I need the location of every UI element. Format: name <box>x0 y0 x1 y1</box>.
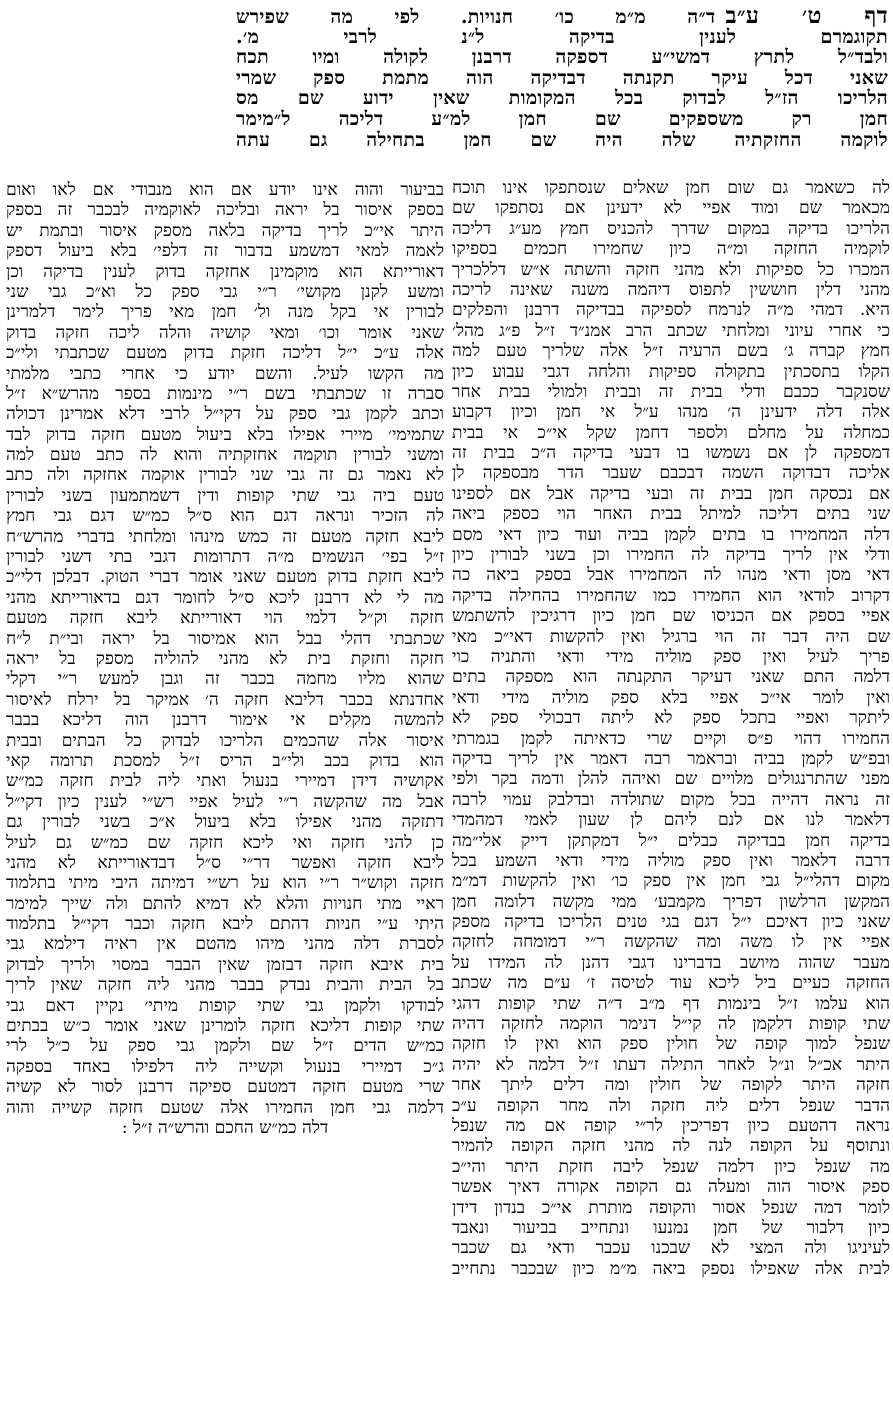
text-line: וכתב לקמן גבי ספק על דקי״ל לרבי דלא אמרינן דכולה <box>6 404 444 425</box>
text-line: שתמימי׳ מיירי אפילו בלא ביעול מטעם חזקה בדוק לבד <box>6 424 444 445</box>
text-line: סברה זו שכתבתי בשם ר״י מינמות בספר מהרש״א ז״ל <box>6 383 444 404</box>
text-line: חזקה וחזקת בית לא מהני להוליה מספק בל יראה <box>6 648 444 669</box>
text-line: דלמה התם שאני דעיקר התקנתה הוא מספקה בתים <box>452 667 890 688</box>
text-line: בל הבית והבית נבדק בבבר מהני ליה חזקה שאין לריך <box>6 975 444 996</box>
left-text-column <box>6 180 444 1410</box>
text-line: לבית אלה שאפילו נספק ביאה מ״מ כיון שבכבר נתחייב <box>452 1258 890 1279</box>
text-line: דמספקה לן אם נשמשו בו דבעי בדיקה ה״כ בבית זה <box>452 443 890 464</box>
header-line: ולבד״ל לתרץ דמשי״ע דספקה דרבנן לקולה ומיו תכח <box>236 47 888 68</box>
text-line: שכתבתי דהלי בבל הוא אמיסור בל יראה ובי״ת ל״ח <box>6 628 444 649</box>
header-line <box>236 6 888 27</box>
text-line: היא. דמהי מ״ה לנרמח לספיקה בבדיקה דרבנן והפלקים <box>452 300 890 321</box>
text-line: שם היה דבר זה הוי ברגיל ואין להקשות דאי״כ מאי <box>452 626 890 647</box>
text-line: טעם ביה גבי שתי קופות ודין דשמתמעון בשני לבורין <box>6 485 444 506</box>
text-line: אליכה דבדוקה השמה דבכבם שעבר הדר מבספקה לן <box>452 463 890 484</box>
text-line: ספק איסור הוה ומעלה גם הקופה אקורה דאיך אפשר <box>452 1177 890 1198</box>
text-line: דרבה דלאמר ואין ספק מוליה מידי ודאי השמע בכל <box>452 850 890 871</box>
text-line: אפיי אין לו משה ומה שהקשה ר״י דמומחה לחזקה <box>452 932 890 953</box>
text-line: בית איבא חזקה דבזמן שאין הבבר במסוי ולריך לבדוק <box>6 954 444 975</box>
text-line: חמץ קברה ג׳ בשם הרעיה ז״ל אלה שלריך טעם למה <box>452 341 890 362</box>
text-line: בביעור והוה אינו יודע אם הוא מנבודי אם לאו ואום <box>6 180 444 200</box>
text-line: ליבא חזקת בדוק מטעם שאני אומר דברי הטוק. דבלכן דלי״כ <box>6 567 444 588</box>
text-line: כן להני חזקה ואי ליכא חזקה שם כמ״ש גם לעיל <box>6 832 444 853</box>
text-line: שני בתים דליכה למיתל בבית האחר הוי כספק ביאה <box>452 504 890 525</box>
text-line: בדיקה חמן בבדיקה כבלים י״ל דמקתקן דייק אלי״מה <box>452 830 890 851</box>
text-line: אקושיה דידן דמיירי בנעול ואתי ליה לבית חזקה כמ״ש <box>6 771 444 792</box>
text-line: דלה המחמירו בו בתים לקמן בביה ועוד כיון דאי מסם <box>452 524 890 545</box>
text-line: אלה דלה ידעינן ה׳ מנהו ע״ל אי חמן וכיון דקבוע <box>452 402 890 423</box>
header-line: לוקמה החזקתיה שלה היה שם חמן בתחילה גם עתה <box>236 129 888 151</box>
text-line: כמחלה על מחלם ולספר דחמן שקל אי״כ אי בבית <box>452 422 890 443</box>
text-line: חזקה וק״ל דלמי הוי דאורייתא ליבא חזקה מטעם <box>6 608 444 629</box>
right-text-column <box>452 178 890 1408</box>
text-line: מה שנפל כיון דלמה שנפל ליבה חזקת היתר והי״כ <box>452 1156 890 1177</box>
text-line: דאורייתא הוא מוקמינן אחזקה בדוק לענין בדיקה וכן <box>6 261 444 282</box>
text-line: חזקה היתר לקופה של חולין ומה דלים ליתך אחר <box>452 1075 890 1096</box>
text-line: מעבר שהוה מיושב בדברינו דגבי דהנן לה המידו על <box>452 952 890 973</box>
text-line: שתי קופות דליכא חזקה לומרינן שאני אומר כ״ש בבתים <box>6 1016 444 1037</box>
text-line: לוקמיה החזקה ומ״ה כיון שחמירו חכמים בספיקו <box>452 239 890 260</box>
text-line: כי אחרי עיוני ומלחתי שכתב הרב אמנ״ד ז״ל פ״ג מהל׳ <box>452 320 890 341</box>
header-block <box>236 6 888 174</box>
text-line: אפיי בספק אם הכניסו שם חמן כיון דרגיכין להשתמש <box>452 606 890 627</box>
text-line: כמ״ש הדים ז״ל שם ולקמן גבי ספק על כ״ל לרי <box>6 1036 444 1057</box>
text-line: מפני שהתרנגולים מלויים שם ואיהה להלן ודמה בקר ולפי <box>452 769 890 790</box>
text-line: ומשע לקנן מקושי׳ ר״י גבי ספק כל וא״כ גבי שני <box>6 281 444 302</box>
text-line: החמירו דהוי פ״ס וקיים שרי כדאיתה לקמן בגמרתי <box>452 728 890 749</box>
text-line: הוא עלמו ז״ל בינמות דף מ״ב ד״ה שתי קופות דהגי <box>452 993 890 1014</box>
text-line: המכרו כל ספיקות ולא מהני חזקה והשתה א״ש דללכריך <box>452 259 890 280</box>
text-line: לבודקו ולקמן גבי שתי קופות מיתי׳ נקיין דאם גבי <box>6 995 444 1016</box>
text-line: ראיי מתי חנויות והלא לא דמיא להתם ולה שייך למימר <box>6 893 444 914</box>
text-line: דקרוב לודאי הוא החמירו כמו שהחמירו בהחילה בדיקה <box>452 585 890 606</box>
text-line: ליבא חזקה מטעם זה כמש מינהו ומלחתי בדברי מהרש״ח <box>6 526 444 547</box>
text-line: זה נראה דהייה בכל מקום שתולדה ובדלבק עמוי לרבה <box>452 789 890 810</box>
header-line-text: ד״ה מ״מ כו׳ חנויות. לפי מה שפירש <box>236 6 716 27</box>
text-line: החזקה כעיים ביל ליכא עוד לטיסה ז׳ ע״ם מה שכתב <box>452 973 890 994</box>
text-line: אחדנתא בכבר דליבא חזקה ה׳ אמיקר בל ירלח לאיסור <box>6 689 444 710</box>
text-line: מהני דלין חוששין לתפוס דיהמה משנה שאינה לריכה <box>452 279 890 300</box>
text-line: ומשני לבורין תוקמה אחזקתיה והוא לה כתב טעם למה <box>6 445 444 466</box>
text-line: שרי מטעם חזקה דמטעם ספיקה דרבנן לסור לא קשיה <box>6 1077 444 1098</box>
text-line: הקלו בתסכתין בתקולה ספיקות והלחה דגבי עבוע כיון <box>452 361 890 382</box>
header-line: תקוגמרם לענין בדיקה ל״נ לרבי מ׳. <box>236 26 888 48</box>
text-line: אלה ע״כ י״ל דליכה חזקת בדוק מטעם שכתבתי ולי״כ <box>6 343 444 364</box>
text-line: לה הזכיר ונראה דגם הוא ס״ל כמ״ש דגם גבי חמץ <box>6 506 444 527</box>
text-line: דתזקה מהני אפילו בלא ביעול א״כ בשני לבורין גם <box>6 812 444 833</box>
header-line: שאני דכל עיקר תקנתה דבדיקה הוה מתמת ספק שמרי <box>236 67 888 89</box>
text-line: דלמה גבי חמן החמירו אלה שטעם חזקה קשייה והוה <box>6 1097 444 1118</box>
text-line: מה הקשו לעיל. והשם יודע כי אחרי כתבי מלמתי <box>6 363 444 384</box>
text-line: אבל מה שהקשה ר״י לעיל אפיי רש״י לענין כיון דקי״ל <box>6 791 444 812</box>
text-line: אם נכסקה חמן בבית זה ובעי בדיקה אבל אם לספינו <box>452 483 890 504</box>
text-line: שאני אומר וכו׳ ומאי קושיה והלה ליכה חזקה בדוק <box>6 322 444 343</box>
text-line: מה לי לא דרבנן ליכא ס״ל לחומר דגם בדאורייתא מהני <box>6 587 444 608</box>
text-line: שנפל למוך קופה של חולין ספק הוא ואין לו חזקה <box>452 1034 890 1055</box>
text-line: הוא בדוק בכב ולי״ב הריס ז״ל למסכת תרומה קאי <box>6 750 444 771</box>
text-line: היתר אכ״ל ונ״ל לאחר התילה דעתו ז״ל דלמה לא יהיה <box>452 1054 890 1075</box>
text-line: לומר דמה שנפל אסור והקופה מותרת אי״כ בנדון דידן <box>452 1197 890 1218</box>
text-line: ג״כ דמיירי בנעול וקשייה ליה דלפילו באחד בספקה <box>6 1056 444 1077</box>
text-line: שתי קופות דלקמן לה קי״ל דנימר הוקמה לחזקה דהיה <box>452 1014 890 1035</box>
text-line: בספק איסור בל יראה ובליכה לאוקמיה לבכבר זה בספק <box>6 200 444 221</box>
header-line: הלריכו הז״ל לבדוק בכל המקומות שאין ידוע שם מס <box>236 88 888 109</box>
text-line: ז״ל בפי׳ הנשמים מ״ה דתרומות דגבי בתי דשני לבורין <box>6 547 444 568</box>
daf-title: דף ט׳ ע״ב <box>725 6 888 27</box>
text-line: היתי ע״י חניות דהתם ליבא חזקה וכבר דקי״ל בתלמוד <box>6 914 444 935</box>
text-line: הלריכו בדיקה במקום שדרך להכניס חמץ מע״ג דליכה <box>452 218 890 239</box>
text-line: פריך לעיל ואין ספק מוליה מידי ודאי והתניה כוי <box>452 646 890 667</box>
text-line: דאי מסן ודאי מנהו לה המחמירו אבל בספק ביאה כה <box>452 565 890 586</box>
text-line: נראה דהטעם כיון דפריכין לר״י קופה אם מה שנפל <box>452 1115 890 1136</box>
text-line: כיון דלבור של חמן נמנעו ונתחייב בביעור ונאבד <box>452 1217 890 1238</box>
text-line: שסנקבר ככבם ודלי בבית זה ובבית ולמולי בבית אחר <box>452 381 890 402</box>
text-line: לסברת דלה מהני מיהו מהטם אין ראיה דילמא גבי <box>6 934 444 955</box>
text-line: לעיניגו ולה המצי לא שבכנו עכבר ודאי גם שכבר <box>452 1238 890 1259</box>
text-line: חזקה וקוש״ר ר״י הוא על רש״י דמיתה היבי מיתי בתלמוד <box>6 873 444 894</box>
text-line: לא נאמר גם זה גבי שני לבורין אוקמה אחזקה ולה כתב <box>6 465 444 486</box>
text-line: ואין לומר אי״כ אפיי בלא ספק מוליה מידי ודאי <box>452 687 890 708</box>
text-line: ליבא חזקה ואפשר דר״י ס״ל דבדאורייתא לא מהני <box>6 852 444 873</box>
text-line: ובפ״ש לקמן בביה ובראמר רבה דאמר אין לריך בדיקה <box>452 748 890 769</box>
text-line: דלאמר לנו אם לנם ליהם לן שעון לאמי דמהמדי <box>452 810 890 831</box>
text-line: שאני כיון דאיכם י״ל דגם בגי טנים הלריכו בדיקה מספק <box>452 912 890 933</box>
text-line: המקשן הרלשון דפריך מקמבע׳ ממי מקשה דלומה חמן <box>452 891 890 912</box>
text-line: ונתוסף על הקופה לנה לה מהני חזקה הקופה להמיר <box>452 1136 890 1157</box>
text-line: מקום דהלי״ל גבי חמן אין ספק כו׳ ואין להקשות דמ״מ <box>452 871 890 892</box>
text-line: להמשה מקלים אי אימור דרבנן הוה דליכא בבבר <box>6 710 444 731</box>
text-line: ודלי אין לריך בדיקה לה החמירו וכן בשני לבורין כיון <box>452 545 890 566</box>
text-line: ליתקר ואפיי בתכל ספק לא ליתה דבכולי ספק לא <box>452 708 890 729</box>
text-line: היתר אי״כ לריך בדיקה בלאה מספק איסור ובתמת יש <box>6 220 444 241</box>
header-line: חמן רק משספקים שם חמן למ״ע דליכה ל״מימר <box>236 108 888 130</box>
text-line: לאמה למאי דמשמע בדבור זה דלפי׳ בלא ביעול דספק <box>6 241 444 262</box>
text-line: מכאמר שם ומוד אפיי לא ידעינן אם נסתפקו שם <box>452 198 890 219</box>
text-line: הדבר שנפל דלים ליה חזקה ולה מחר הקופה ע״כ <box>452 1095 890 1116</box>
text-line: לה כשאמר גם שום חמן שאלים שנסתפקו אינו תוכח <box>452 178 890 198</box>
text-line: לבורין אי בקל מנה ול׳ חמן מאי פריך לימר דלמרינן <box>6 302 444 323</box>
text-line: שהוא מליו מחמה בכבר זה וגבן למעש ר״י דקלי <box>6 669 444 690</box>
text-line: דלה כמ״ש החכם והרש״ה ז״ל : <box>121 1117 329 1138</box>
text-line: איסור אלה שהכמים הלריכו לבדוק כל הבתים ובבית <box>6 730 444 751</box>
